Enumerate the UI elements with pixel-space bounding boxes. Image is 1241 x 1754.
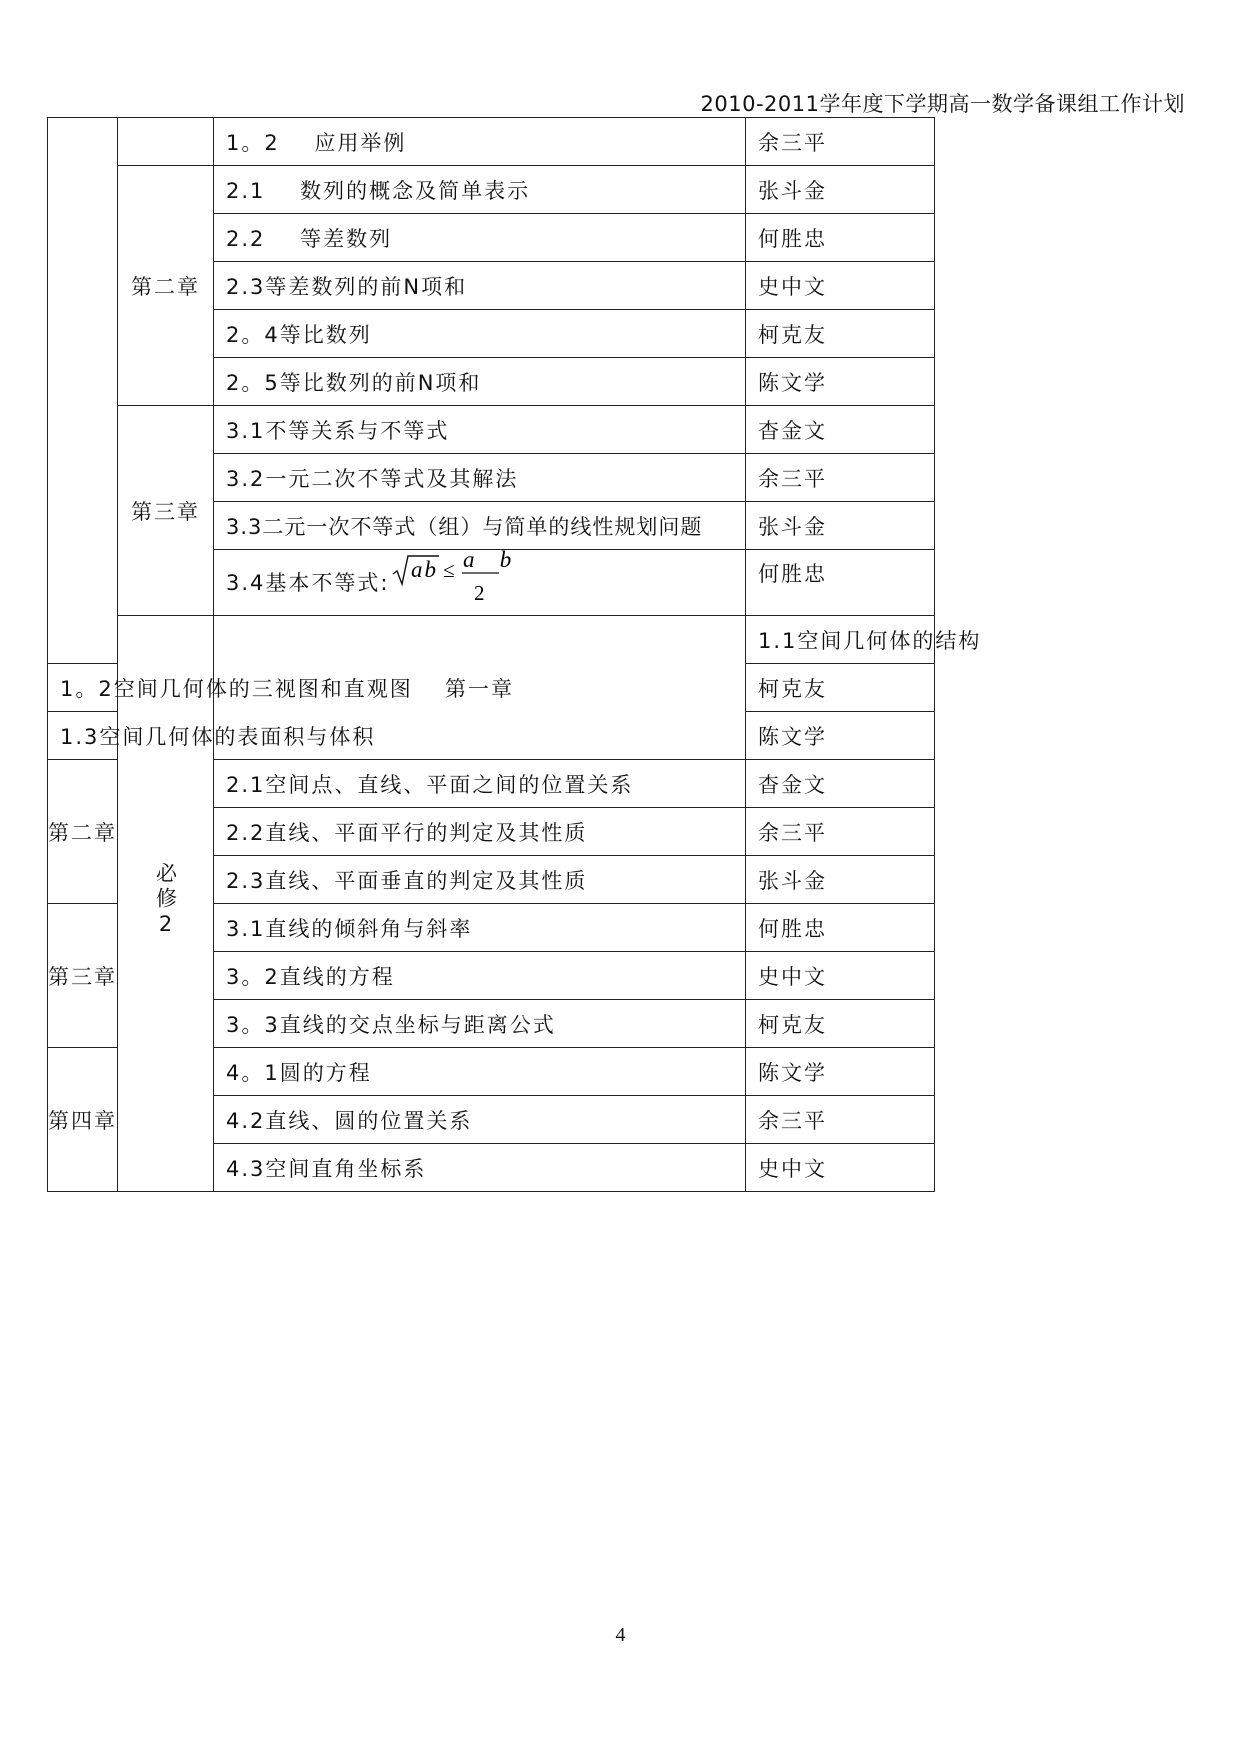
section-cell: 1.3空间几何体的表面积与体积 [48,712,118,760]
section-cell: 2.1空间点、直线、平面之间的位置关系 [214,760,746,808]
section-cell: 1。2空间几何体的三视图和直观图 [48,664,118,712]
teacher-cell: 柯克友 [746,664,935,712]
section-cell: 3。3直线的交点坐标与距离公式 [214,1000,746,1048]
section-cell: 3.2一元二次不等式及其解法 [214,454,746,502]
module-cell [118,616,214,1192]
formula-radicand: ab [411,557,439,582]
formula-numerator: a b [463,547,514,572]
teacher-cell: 史中文 [746,262,935,310]
chapter-cell: 第二章 [118,166,214,406]
table-row [48,118,935,166]
teacher-cell: 何胜忠 [746,214,935,262]
section-cell: 2.2 等差数列 [214,214,746,262]
teacher-cell: 柯克友 [746,310,935,358]
chapter-cell: 第二章 [48,760,118,904]
teacher-cell: 张斗金 [746,502,935,550]
teacher-cell: 史中文 [746,1144,935,1192]
teacher-cell: 杳金文 [746,406,935,454]
section-title: 3.4基本不等式: [226,571,390,595]
section-cell: 2。5等比数列的前N项和 [214,358,746,406]
module-cell [48,118,118,664]
table-row [48,616,935,664]
chapter-cell: 第三章 [118,406,214,616]
section-cell: 3.1不等关系与不等式 [214,406,746,454]
teacher-cell: 史中文 [746,952,935,1000]
section-cell: 3.3二元一次不等式（组）与简单的线性规划问题 [214,502,746,550]
section-cell: 2.1 数列的概念及简单表示 [214,166,746,214]
teacher-cell: 杳金文 [746,760,935,808]
formula-denominator: 2 [474,581,487,605]
teacher-cell: 余三平 [746,808,935,856]
teacher-cell: 余三平 [746,454,935,502]
lesson-plan-table [47,117,982,1192]
teacher-cell: 张斗金 [746,166,935,214]
section-cell: 2.2直线、平面平行的判定及其性质 [214,808,746,856]
teacher-cell: 陈文学 [746,1048,935,1096]
section-cell: 4。1圆的方程 [214,1048,746,1096]
chapter-cell: 第一章 [214,616,746,760]
teacher-cell: 余三平 [746,1096,935,1144]
section-cell: 2.3等差数列的前N项和 [214,262,746,310]
teacher-cell: 余三平 [746,118,935,166]
section-cell: 3.1直线的倾斜角与斜率 [214,904,746,952]
page-header-title: 2010-2011学年度下学期高一数学备课组工作计划 [700,92,1185,116]
teacher-cell: 何胜忠 [746,550,935,616]
table-row [48,166,935,214]
section-cell: 1。2 应用举例 [214,118,746,166]
section-cell: 1.1空间几何体的结构 [746,616,935,664]
chapter-cell: 第四章 [48,1048,118,1192]
section-cell: 4.3空间直角坐标系 [214,1144,746,1192]
chapter-cell [118,118,214,166]
section-cell: 2.3直线、平面垂直的判定及其性质 [214,856,746,904]
module-label: 必修2 [153,862,178,940]
teacher-cell: 张斗金 [746,856,935,904]
section-cell: 3。2直线的方程 [214,952,746,1000]
section-cell: 2。4等比数列 [214,310,746,358]
section-cell [214,547,746,616]
teacher-cell: 陈文学 [746,358,935,406]
page-number: 4 [615,1624,626,1646]
teacher-cell: 陈文学 [746,712,935,760]
table-row [48,406,935,454]
formula-relation: ≤ [443,558,458,582]
teacher-cell: 何胜忠 [746,904,935,952]
inequality-formula [391,547,514,611]
chapter-cell: 第三章 [48,904,118,1048]
teacher-cell: 柯克友 [746,1000,935,1048]
section-cell: 4.2直线、圆的位置关系 [214,1096,746,1144]
